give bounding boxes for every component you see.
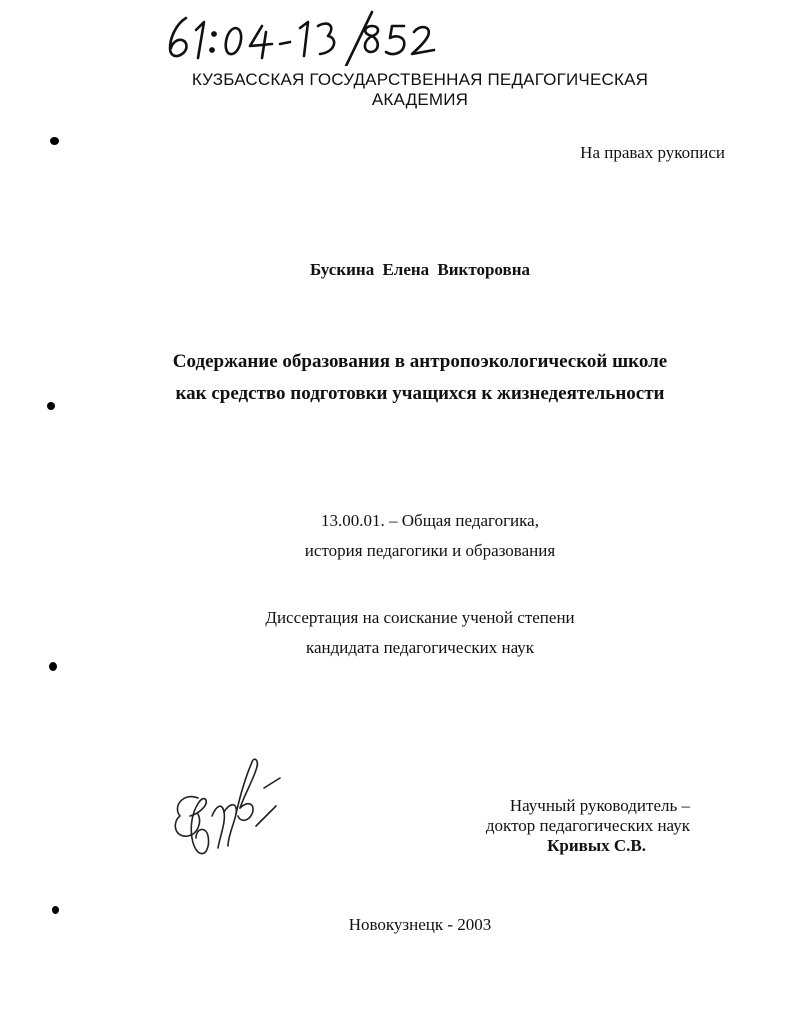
title-line-1: Содержание образования в антропоэкологической школе <box>172 351 668 372</box>
supervisor-name: Кривых С.В. <box>547 836 646 855</box>
catalog-number-text <box>166 12 436 60</box>
handwritten-signature <box>168 756 288 874</box>
signature-drawing <box>168 756 288 874</box>
rights-note: На правах рукописи <box>580 143 725 162</box>
scan-hole-mark-4 <box>52 906 59 914</box>
dissertation-title <box>100 346 740 410</box>
handwritten-catalog-number <box>158 4 458 66</box>
specialty-line-2: история педагогики и образования <box>304 541 556 560</box>
scan-hole-mark-1 <box>50 137 59 145</box>
title-line-2: как средство подготовки учащихся к жизнедеятельности <box>175 383 665 404</box>
specialty-code <box>200 506 660 566</box>
degree-line-2: кандидата педагогических наук <box>305 638 535 657</box>
specialty-line-1: 13.00.01. – Общая педагогика, <box>321 511 539 530</box>
author-name: Бускина Елена Викторовна <box>309 260 530 279</box>
supervisor-degree: доктор педагогических наук <box>485 816 690 835</box>
city-year: Новокузнецк - 2003 <box>348 915 492 934</box>
institution-name: КУЗБАССКАЯ ГОСУДАРСТВЕННАЯ ПЕДАГОГИЧЕСКАЯ АКАДЕМИЯ <box>191 70 649 109</box>
supervisor-role: Научный руководитель – <box>509 796 690 815</box>
scan-hole-mark-2 <box>47 402 55 410</box>
supervisor-block <box>486 796 690 856</box>
degree-statement <box>200 603 640 663</box>
scan-hole-mark-3 <box>49 662 57 671</box>
degree-line-1: Диссертация на соискание ученой степени <box>265 608 575 627</box>
